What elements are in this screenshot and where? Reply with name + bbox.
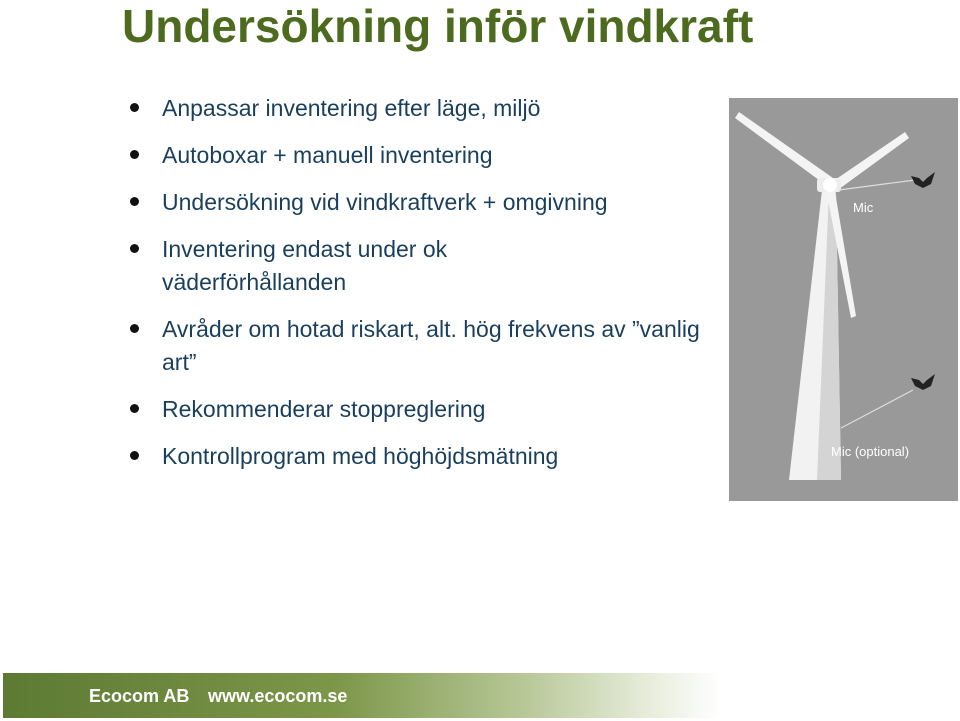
slide-title: Undersökning inför vindkraft xyxy=(122,0,754,52)
bullet-dot-icon xyxy=(130,324,139,333)
mic-label: Mic xyxy=(853,200,874,215)
bullet-item xyxy=(130,313,710,379)
bullet-list xyxy=(130,92,710,487)
bullet-dot-icon xyxy=(130,404,139,413)
bullet-dot-icon xyxy=(130,244,139,253)
mic-optional-label: Mic (optional) xyxy=(831,444,910,459)
bullet-item xyxy=(130,233,522,299)
bullet-item xyxy=(130,186,710,219)
bullet-item xyxy=(130,393,710,426)
footer-company: Ecocom AB xyxy=(89,686,190,706)
bullet-dot-icon xyxy=(130,197,139,206)
bullet-text: Inventering endast under ok väderförhållanden xyxy=(162,236,448,295)
bullet-item xyxy=(130,139,710,172)
footer-bar xyxy=(3,673,960,718)
bullet-item xyxy=(130,440,710,473)
bullet-text: Rekommenderar stoppreglering xyxy=(162,396,486,422)
bullet-text: Kontrollprogram med höghöjdsmätning xyxy=(162,443,559,469)
bullet-text: Autoboxar + manuell inventering xyxy=(162,142,493,168)
turbine-figure xyxy=(729,98,958,501)
bullet-dot-icon xyxy=(130,103,139,112)
footer-url-link[interactable]: www.ecocom.se xyxy=(208,686,348,706)
bullet-text: Avråder om hotad riskart, alt. hög frekvens av ”vanlig art” xyxy=(162,316,700,375)
bullet-item xyxy=(130,92,710,125)
bullet-dot-icon xyxy=(130,150,139,159)
bullet-text: Anpassar inventering efter läge, miljö xyxy=(162,95,541,121)
bullet-dot-icon xyxy=(130,451,139,460)
turbine-illustration xyxy=(729,98,958,501)
bullet-text: Undersökning vid vindkraftverk + omgivning xyxy=(162,189,608,215)
